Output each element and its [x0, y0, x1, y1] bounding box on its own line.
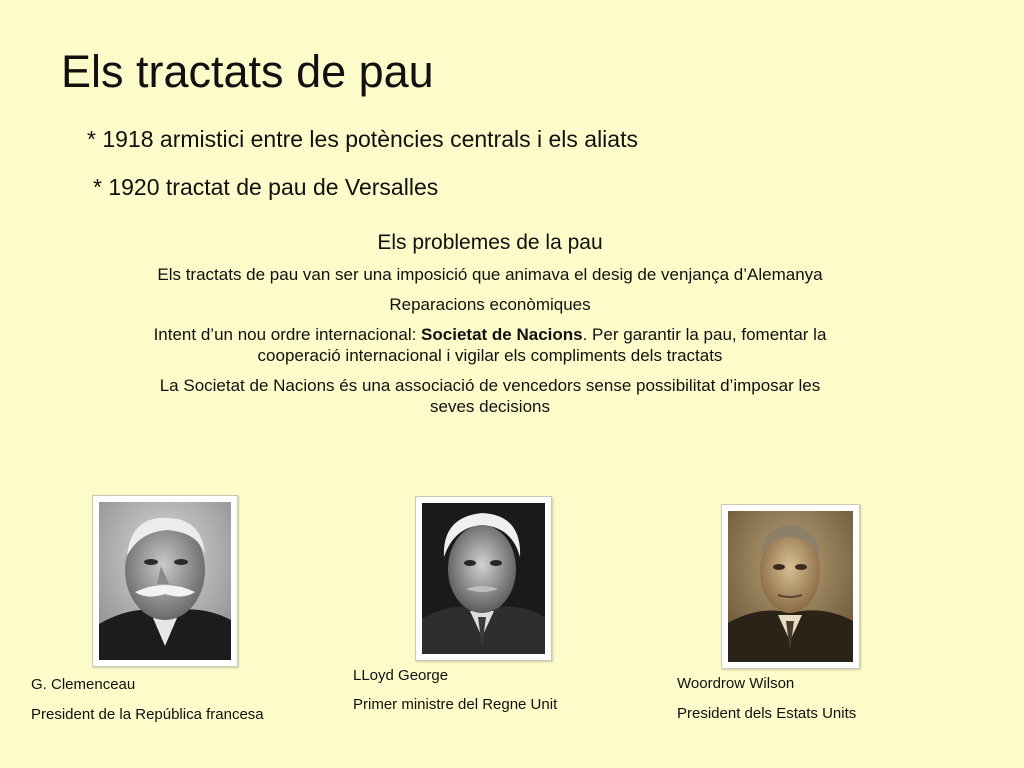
clemenceau-name: G. Clemenceau [31, 676, 136, 693]
league-text-post: . Per garantir la pau, fomentar la cooperació internacional i vigilar els compliments dels tractats [257, 325, 827, 365]
portrait-lloyd-george [415, 496, 552, 661]
bullet-versailles: * 1920 tractat de pau de Versalles [93, 174, 439, 200]
slide-title: Els tractats de pau [61, 46, 434, 97]
problems-section [140, 230, 840, 426]
problems-heading: Els problemes de la pau [377, 231, 603, 254]
problem-reparations: Reparacions econòmiques [389, 295, 591, 314]
wilson-role: President dels Estats Units [677, 705, 857, 722]
lloyd-george-name: LLoyd George [353, 667, 449, 684]
portrait-clemenceau-image [93, 496, 237, 666]
portrait-clemenceau [92, 495, 238, 667]
clemenceau-role: President de la República francesa [31, 706, 264, 723]
portrait-wilson [721, 504, 860, 669]
lloyd-george-role: Primer ministre del Regne Unit [353, 696, 558, 713]
league-text-pre: Intent d’un nou ordre internacional: [153, 325, 422, 344]
problem-league-weakness: La Societat de Nacions és una associació de vencedors sense possibilitat d’imposar les seves decisions [159, 376, 821, 416]
problem-league [140, 324, 840, 366]
wilson-name: Woordrow Wilson [677, 675, 795, 692]
portrait-wilson-image [722, 505, 859, 668]
bullet-armistice: * 1918 armistici entre les potències centrals i els aliats [87, 126, 638, 152]
league-name: Societat de Nacions [421, 325, 583, 344]
portrait-lloyd-george-image [416, 497, 551, 660]
problem-imposition: Els tractats de pau van ser una imposició que animava el desig de venjança d’Alemanya [157, 265, 823, 284]
